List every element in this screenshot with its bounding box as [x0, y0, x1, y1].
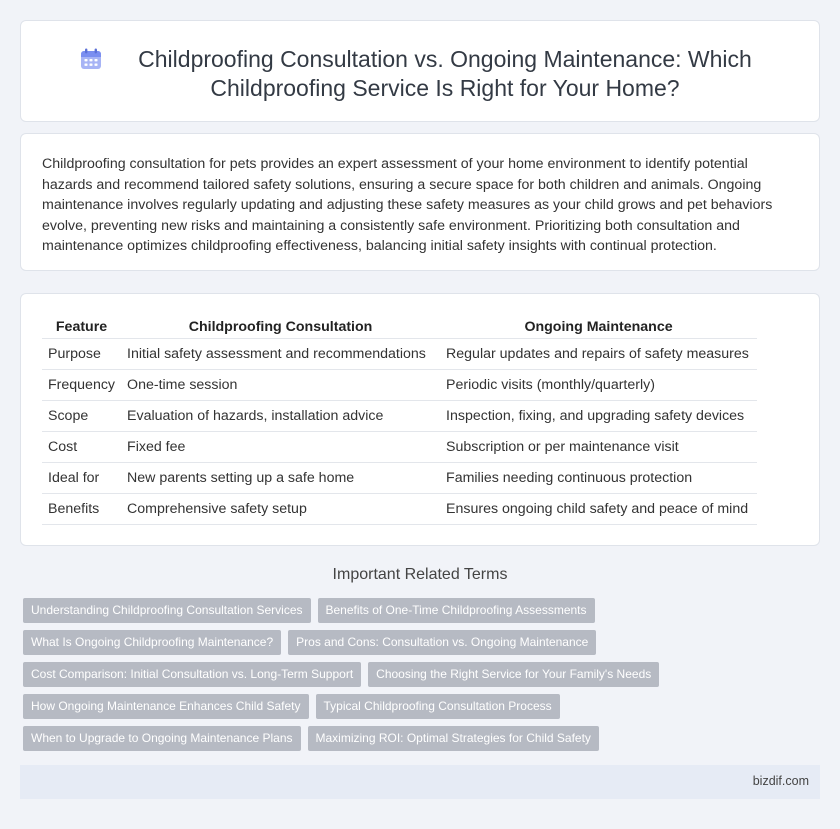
- table-row: [42, 369, 757, 400]
- row-feature: Purpose: [42, 338, 121, 369]
- related-term-tag[interactable]: How Ongoing Maintenance Enhances Child Safety: [23, 694, 309, 719]
- row-feature: Scope: [42, 400, 121, 431]
- table-row: [42, 338, 757, 369]
- row-feature: Benefits: [42, 493, 121, 524]
- intro-card: [20, 133, 820, 271]
- comparison-table: [42, 316, 757, 525]
- row-maintenance: Periodic visits (monthly/quarterly): [440, 369, 757, 400]
- related-term-tag[interactable]: Maximizing ROI: Optimal Strategies for Child Safety: [308, 726, 599, 751]
- row-consultation: Fixed fee: [121, 431, 440, 462]
- row-maintenance: Regular updates and repairs of safety measures: [440, 338, 757, 369]
- row-feature: Ideal for: [42, 462, 121, 493]
- row-consultation: Evaluation of hazards, installation advice: [121, 400, 440, 431]
- footer-site-link[interactable]: bizdif.com: [752, 774, 809, 788]
- related-term-tag[interactable]: Understanding Childproofing Consultation Services: [23, 598, 311, 623]
- page-title: Childproofing Consultation vs. Ongoing Maintenance: Which Childproofing Service Is Right for Your Home?: [138, 46, 752, 101]
- footer: [20, 765, 820, 799]
- row-consultation: One-time session: [121, 369, 440, 400]
- related-term-tag[interactable]: Cost Comparison: Initial Consultation vs. Long-Term Support: [23, 662, 361, 687]
- related-term-tag[interactable]: Pros and Cons: Consultation vs. Ongoing Maintenance: [288, 630, 596, 655]
- table-header-row: [42, 316, 757, 338]
- header-maintenance: Ongoing Maintenance: [440, 316, 757, 338]
- row-maintenance: Inspection, fixing, and upgrading safety devices: [440, 400, 757, 431]
- related-term-tag[interactable]: What Is Ongoing Childproofing Maintenance?: [23, 630, 281, 655]
- header-consultation: Childproofing Consultation: [121, 316, 440, 338]
- row-maintenance: Families needing continuous protection: [440, 462, 757, 493]
- row-feature: Cost: [42, 431, 121, 462]
- intro-paragraph: Childproofing consultation for pets provides an expert assessment of your home environment to identify potential hazards and recommend tailored safety solutions, ensuring a secure space for both children and animals. Ongoing maintenance involves regularly updating and adjusting these safety measures as your child grows and pet behaviors evolve, preventing new risks and maintaining a consistently safe environment. Prioritizing both consultation and maintenance optimizes childproofing effectiveness, balancing initial safety insights with continual protection.: [42, 156, 773, 254]
- related-term-tag[interactable]: Benefits of One-Time Childproofing Assessments: [318, 598, 595, 623]
- table-row: [42, 493, 757, 524]
- related-terms-title: Important Related Terms: [332, 566, 508, 583]
- table-row: [42, 400, 757, 431]
- row-maintenance: Ensures ongoing child safety and peace of mind: [440, 493, 757, 524]
- row-consultation: Initial safety assessment and recommendations: [121, 338, 440, 369]
- row-consultation: Comprehensive safety setup: [121, 493, 440, 524]
- table-row: [42, 462, 757, 493]
- row-consultation: New parents setting up a safe home: [121, 462, 440, 493]
- related-term-tag[interactable]: When to Upgrade to Ongoing Maintenance Plans: [23, 726, 301, 751]
- comparison-table-card: [20, 293, 820, 546]
- row-feature: Frequency: [42, 369, 121, 400]
- related-terms-list: [23, 598, 813, 758]
- related-term-tag[interactable]: Typical Childproofing Consultation Process: [316, 694, 560, 719]
- header-feature: Feature: [42, 316, 121, 338]
- table-row: [42, 431, 757, 462]
- related-term-tag[interactable]: Choosing the Right Service for Your Family's Needs: [368, 662, 659, 687]
- title-card: [20, 20, 820, 122]
- row-maintenance: Subscription or per maintenance visit: [440, 431, 757, 462]
